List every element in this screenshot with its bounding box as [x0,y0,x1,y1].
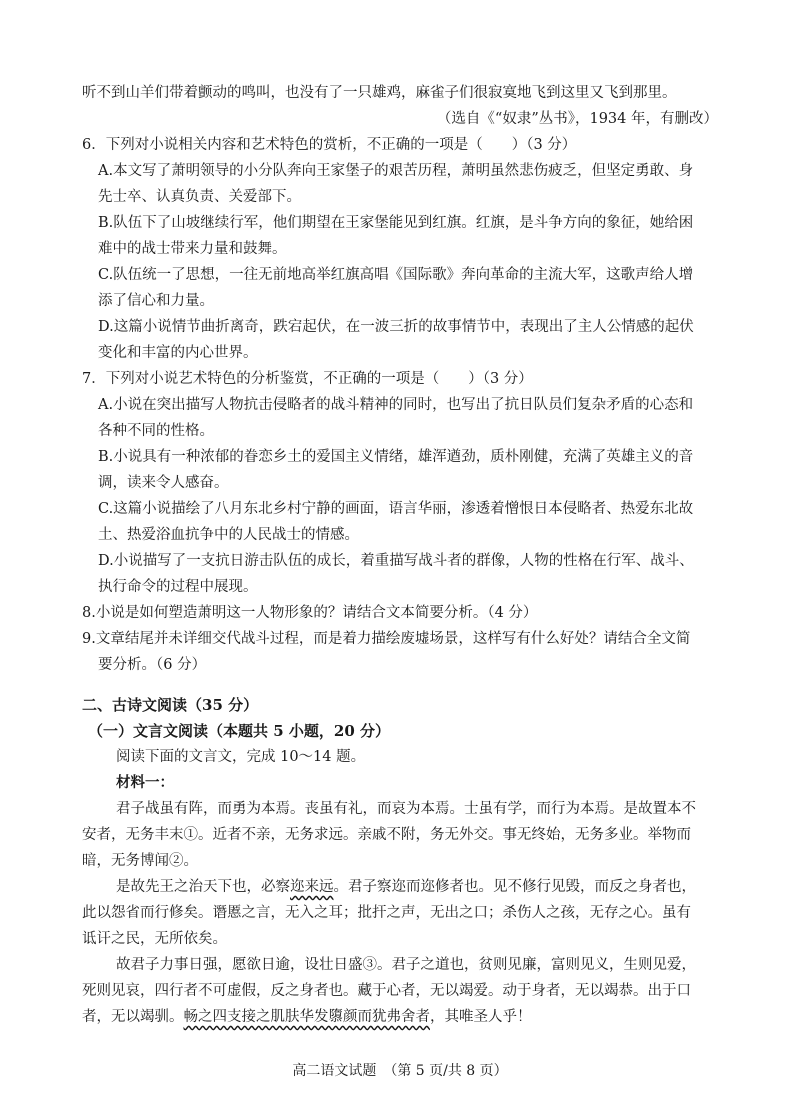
question-7-stem: 7．下列对小说艺术特色的分析鉴赏，不正确的一项是（ ）（3 分） [82,371,533,387]
classical-p2-post: 。君子察迩而迩修者也。见不修行见毁，而反之身者也， [333,879,696,895]
section-2-title: 二、古诗文阅读（35 分） [82,696,259,714]
question-9-line1: 9.文章结尾并未详细交代战斗过程，而是着力描绘废墟场景，这样写有什么好处？请结合全文简 [82,631,691,647]
q7-option-b-line2: 调，读来令人感奋。 [98,475,229,491]
q6-option-d-line1: D.这篇小说情节曲折离奇，跌宕起伏，在一波三折的故事情节中，表现出了主人公情感的起伏 [98,319,694,335]
section-2-subtitle: （一）文言文阅读（本题共 5 小题，20 分） [88,722,390,740]
q7-option-c-line1: C.这篇小说描绘了八月东北乡村宁静的画面，语言华丽，渗透着憎恨日本侵略者、热爱东北故 [98,501,694,517]
q7-option-c-line2: 土、热爱浴血抗争中的人民战士的情感。 [98,527,359,543]
material-one-label: 材料一： [116,774,174,791]
q6-option-c-line1: C.队伍统一了思想，一往无前地高举红旗高唱《国际歌》奔向革命的主流大军，这歌声给人增 [98,267,694,283]
classical-p3-pre: 者，无以竭驯。 [82,1009,184,1025]
q7-option-b-line1: B.小说具有一种浓郁的眷恋乡土的爱国主义情绪，雄浑遒劲，质朴刚健，充满了英雄主义的音 [98,449,694,465]
q6-option-b-line1: B.队伍下了山坡继续行军，他们期望在王家堡能见到红旗。红旗，是斗争方向的象征，她给困 [98,215,694,231]
story-source: （选自《“奴隶”丛书》，1934 年，有删改） [436,111,718,127]
q6-option-c-line2: 添了信心和力量。 [98,293,214,309]
q6-option-d-line2: 变化和丰富的内心世界。 [98,345,258,361]
q6-option-b-line2: 难中的战士带来力量和鼓舞。 [98,241,287,257]
q7-option-a-line2: 各种不同的性格。 [98,423,214,439]
q7-option-a-line1: A.小说在突出描写人物抗击侵略者的战斗精神的同时，也写出了抗日队员们复杂矛盾的心态和 [98,397,694,413]
classical-p2-line3: 诋讦之民，无所依矣。 [82,931,227,947]
wavy-underlined-sentence: 畅之四支接之肌肤华发隳颜而犹弗舍者 [183,1009,430,1025]
classical-p1-line2: 安者，无务丰末①。近者不亲，无务求远。亲戚不附，务无外交。事无终始，无务多业。举物而 [82,827,691,843]
classical-p1-line1: 君子战虽有阵，而勇为本焉。丧虽有礼，而哀为本焉。士虽有学，而行为本焉。是故置本不 [116,801,696,817]
wavy-underlined-phrase: 迩来远 [290,879,334,895]
question-9-line2: 要分析。（6 分） [98,657,207,673]
reading-instruction: 阅读下面的文言文，完成 10～14 题。 [116,749,366,765]
classical-p3-line3 [82,1006,532,1028]
classical-p2-line1 [116,876,696,898]
question-6-stem: 6．下列对小说相关内容和艺术特色的赏析，不正确的一项是（ ）（3 分） [82,137,577,153]
classical-p1-line3: 暗，无务博闻②。 [82,853,198,869]
q7-option-d-line2: 执行命令的过程中展现。 [98,579,258,595]
q6-option-a-line2: 先士卒、认真负责、关爱部下。 [98,189,301,205]
q6-option-a-line1: A.本文写了萧明领导的小分队奔向王家堡子的艰苦历程，萧明虽然悲伤疲乏，但坚定勇敢、身 [98,163,694,179]
question-8: 8.小说是如何塑造萧明这一人物形象的？请结合文本简要分析。（4 分） [82,605,538,621]
classical-p3-line2: 死则见哀，四行者不可虚假，反之身者也。藏于心者，无以竭爱。动于身者，无以竭恭。出于口 [82,983,691,999]
story-last-line: 听不到山羊们带着颤动的鸣叫，也没有了一只雄鸡，麻雀子们很寂寞地飞到这里又飞到那里。 [82,85,677,101]
classical-p2-line2: 此以怨省而行修矣。谮慝之言，无入之耳；批扞之声，无出之口；杀伤人之孩，无存之心。虽有 [82,905,691,921]
footer-page-number: （第 5 页/共 8 页） [390,1063,508,1079]
page-footer [0,1060,800,1080]
footer-exam-title: 高二语文试题 [292,1063,377,1079]
q7-option-d-line1: D.小说描写了一支抗日游击队伍的成长，着重描写战斗者的群像，人物的性格在行军、战斗、 [98,553,694,569]
classical-p2-pre: 是故先王之治天下也，必察 [116,879,290,895]
classical-p3-post: ，其唯圣人乎！ [430,1009,532,1025]
classical-p3-line1: 故君子力事日强，愿欲日逾，设壮日盛③。君子之道也，贫则见廉，富则见义，生则见爱， [116,957,696,973]
